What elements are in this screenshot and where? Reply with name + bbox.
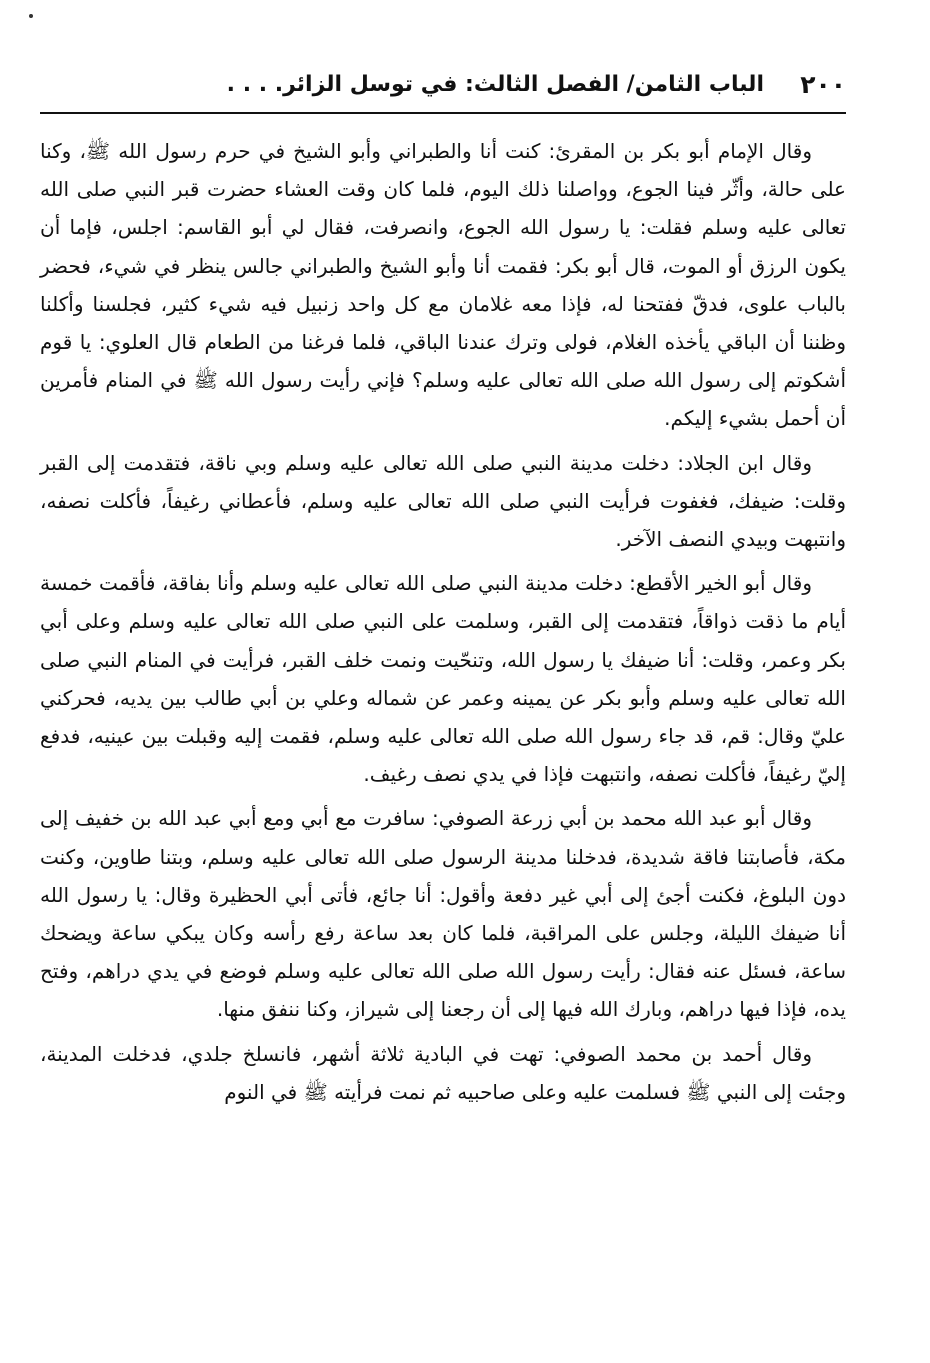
paragraph: وقال الإمام أبو بكر بن المقرئ: كنت أنا والطبراني وأبو الشيخ في حرم رسول الله ﷺ، وكنا على حالة، وأثّر فينا الجوع، وواصلنا ذلك اليوم، فلما كان وقت العشاء حضرت قبر النبي صلى الله تعالى عليه وسلم فقلت: يا رسول الله الجوع، وانصرفت، فقال لي أبو القاسم: اجلس، فإما أن يكون الرزق أو الموت، قال أبو بكر: فقمت أنا وأبو الشيخ والطبراني جالس ينظر في شيء، فحضر بالباب علوى، فدقّ ففتحنا له، فإذا معه غلامان مع كل واحد زنبيل فيه شيء كثير، فجلسنا وأكلنا وظننا أن الباقي يأخذه الغلام، فولى وترك عندنا الباقي، فلما فرغنا من الطعام قال العلوي: يا قوم أشكوتم إلى رسول الله صلى الله تعالى عليه وسلم؟ فإني رأيت رسول الله ﷺ في المنام فأمرين أن أحمل بشيء إليكم. [40,139,846,431]
page-body [40,132,846,1117]
paragraph: وقال أحمد بن محمد الصوفي: تهت في البادية ثلاثة أشهر، فانسلخ جلدي، فدخلت المدينة، وجئت إلى النبي ﷺ فسلمت عليه وعلى صاحبيه ثم نمت فرأيته ﷺ في النوم [40,1041,846,1104]
paragraph: وقال أبو عبد الله محمد بن أبي زرعة الصوفي: سافرت مع أبي ومع أبي عبد الله بن خفيف إلى مكة، فأصابتنا فاقة شديدة، فدخلنا مدينة الرسول صلى الله تعالى عليه وسلم، وبتنا طاوين، وكنت دون البلوغ، فكنت أجئ إلى أبي غير دفعة وأقول: أنا جائع، فأتى أبي الحظيرة وقال: يا رسول الله أنا ضيفك الليلة، وجلس على المراقبة، فلما كان بعد ساعة رفع رأسه وكان يبكي ساعة ويضحك ساعة، فسئل عنه فقال: رأيت رسول الله صلى الله تعالى عليه وسلم فوضع في يدي دراهم، وفتح يده، فإذا فيها دراهم، وبارك الله فيها إلى أن رجعنا إلى شيراز، وكنا ننفق منها. [40,806,846,1022]
scan-speck [29,14,33,18]
page-header [40,70,846,106]
paragraph: وقال أبو الخير الأقطع: دخلت مدينة النبي صلى الله تعالى عليه وسلم وأنا بفاقة، فأقمت خمسة أيام ما ذقت ذواقاً، فتقدمت إلى القبر، وسلمت على النبي صلى الله تعالى عليه وسلم وعلى أبي بكر وعمر، وقلت: أنا ضيفك يا رسول الله، وتنحّيت ونمت خلف القبر، فرأيت في المنام النبي صلى الله تعالى عليه وسلم وأبو بكر عن يمينه وعمر عن شماله وعلي بن أبي طالب بين يديه، فحركني عليّ وقال: قم، قد جاء رسول الله صلى الله تعالى عليه وسلم، فقمت إليه وقبلت بين عينيه، فدفع إليّ رغيفاً، فأكلت نصفه، وانتبهت فإذا في يدي نصف رغيف. [40,571,846,787]
page-number: ٢٠٠ [800,70,846,99]
running-head: الباب الثامن/ الفصل الثالث: في توسل الزائر. . . . [226,72,764,97]
header-rule [40,112,846,114]
paragraph: وقال ابن الجلاد: دخلت مدينة النبي صلى الله تعالى عليه وسلم وبي ناقة، فتقدمت إلى القبر وقلت: ضيفك، فغفوت فرأيت النبي صلى الله تعالى عليه وسلم، فأعطاني رغيفاً، فأكلت نصفه، وانتبهت وبيدي النصف الآخر. [40,450,846,552]
